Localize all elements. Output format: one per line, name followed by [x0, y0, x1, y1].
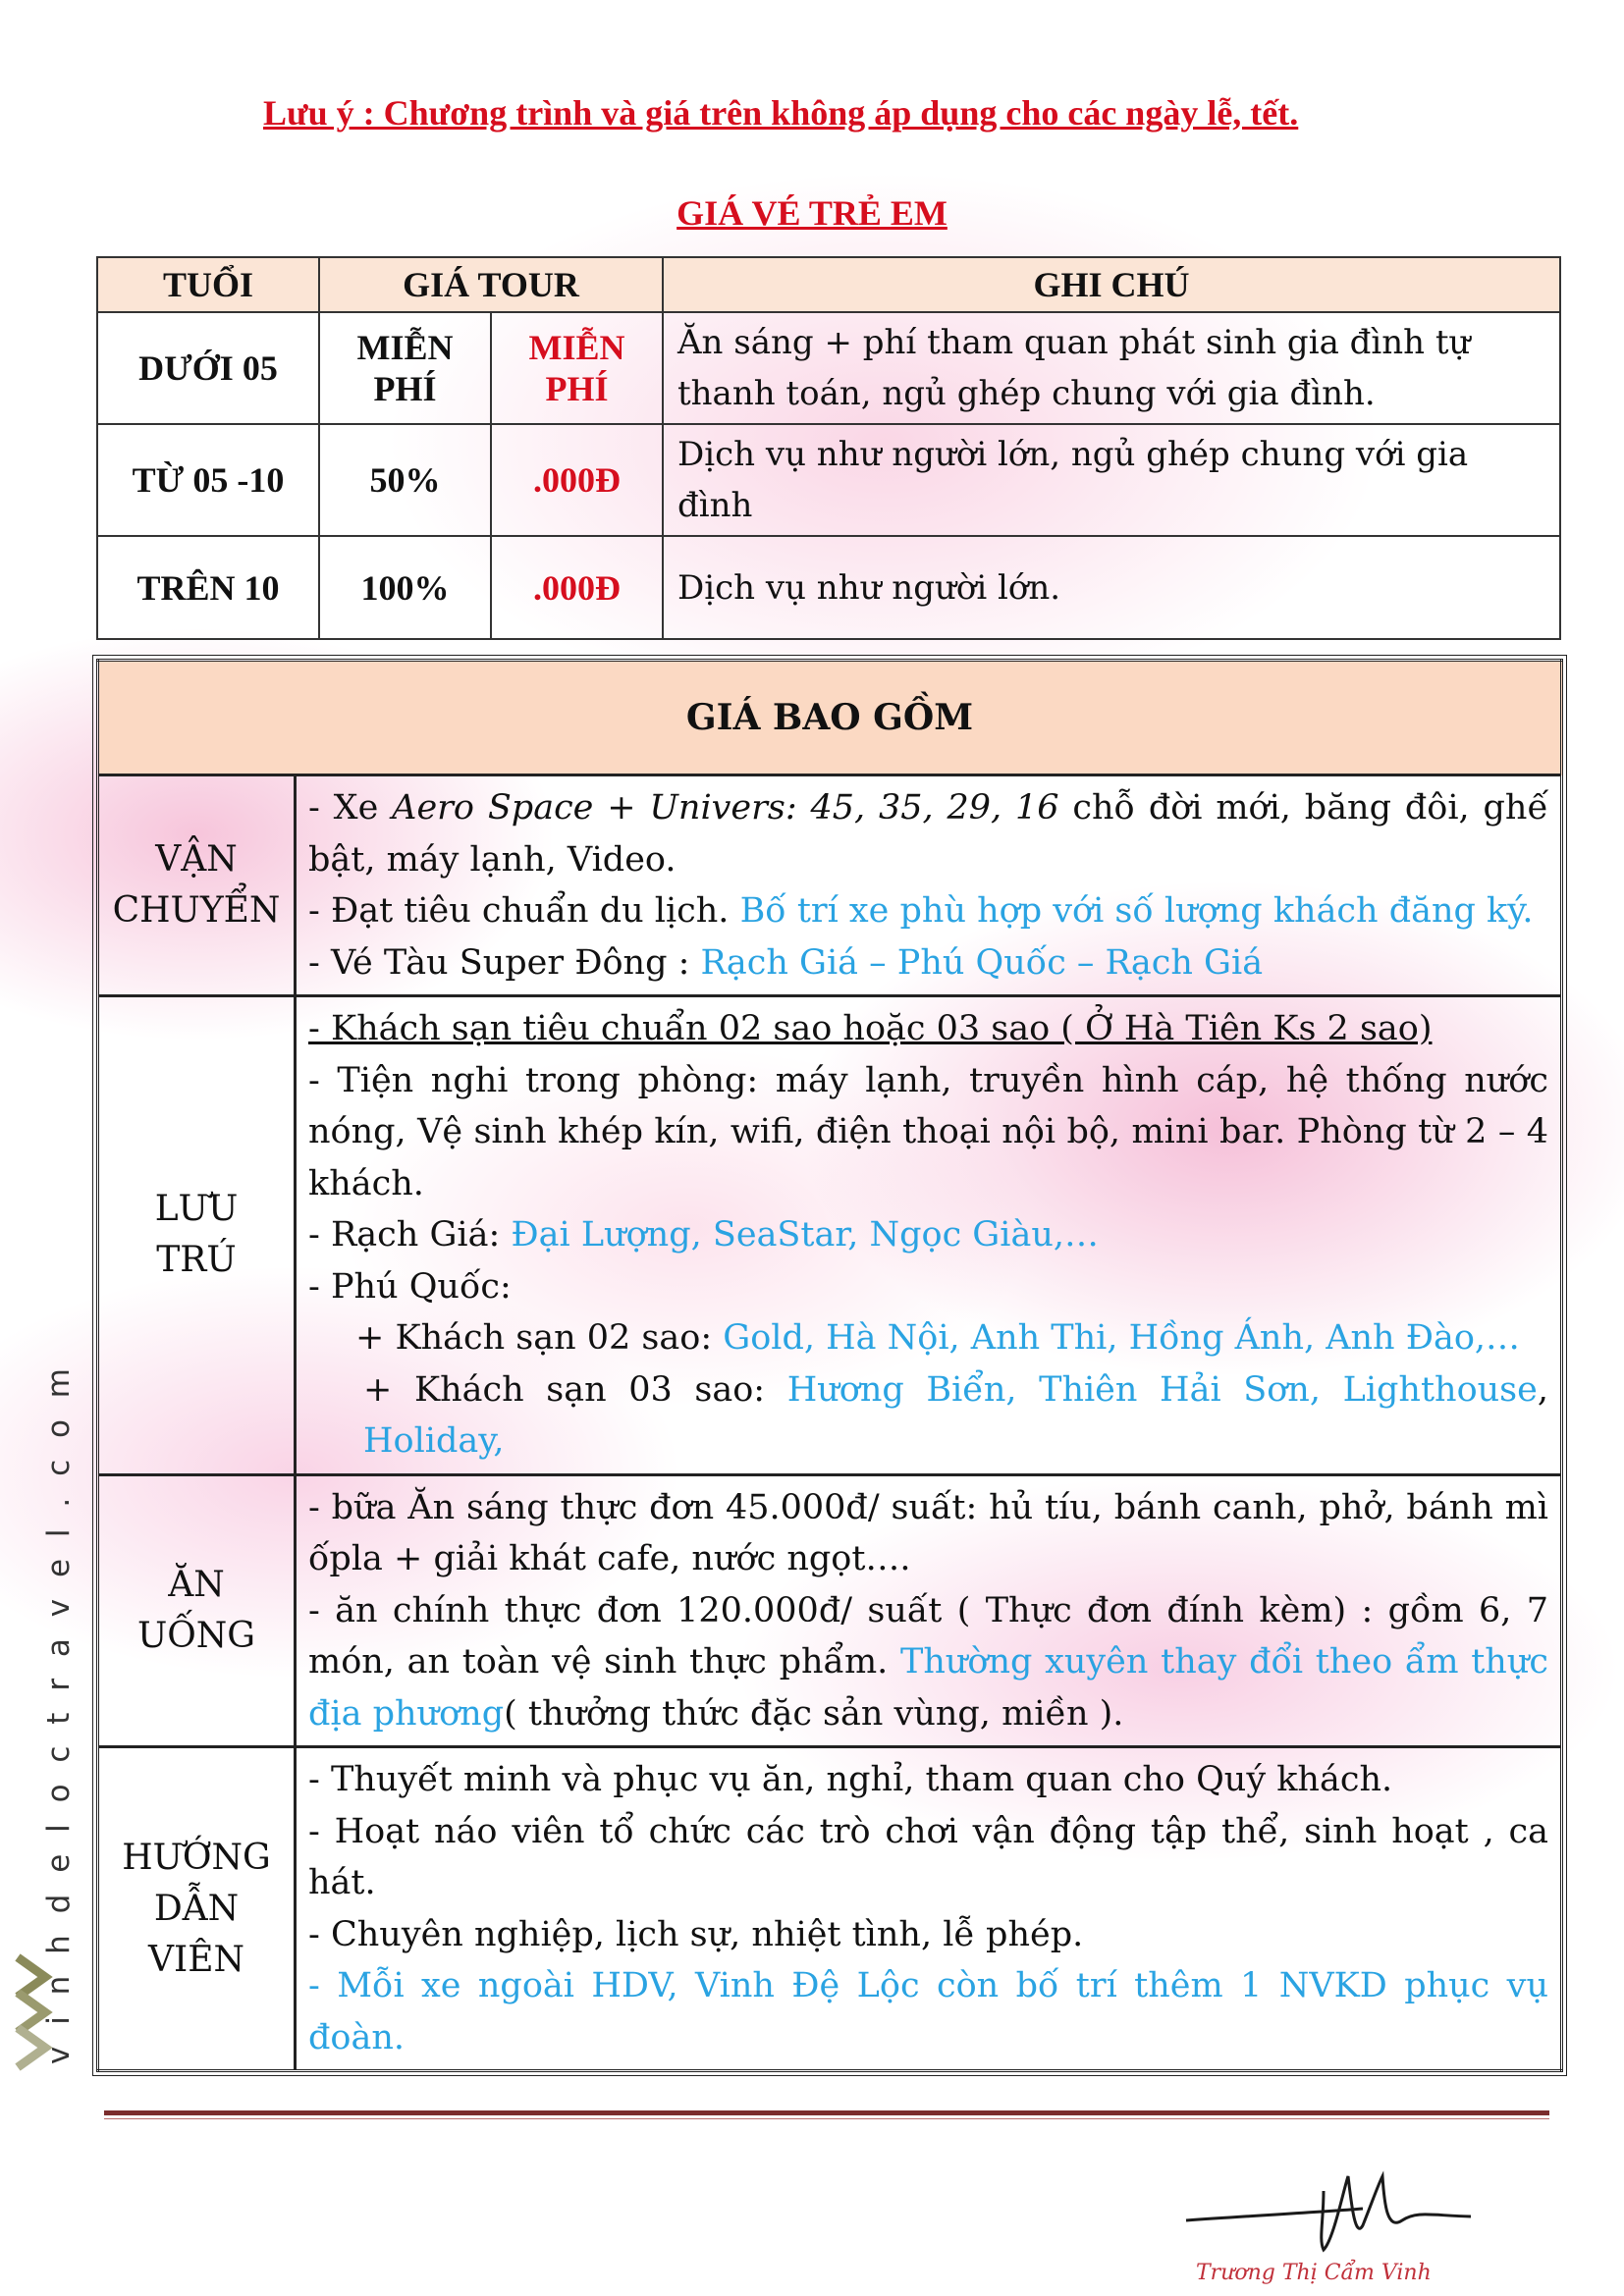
col-age-header: TUỔI — [97, 257, 319, 312]
percent-cell: 100% — [319, 536, 491, 639]
table-row — [97, 536, 1560, 639]
table-row — [97, 312, 1560, 424]
included-title: GIÁ BAO GỒM — [98, 661, 1562, 775]
price-cell: .000Đ — [491, 424, 663, 536]
guide-details: - Thuyết minh và phục vụ ăn, nghỉ, tham quan cho Quý khách. - Hoạt náo viên tổ chức các trò chơi vận động tập thể, sinh hoạt , ca hát. - Chuyên nghiệp, lịch sự, nhiệt tình, lễ phép. - Mỗi xe ngoài HDV, Vinh Đệ Lộc còn bố trí thêm 1 NVKD phục vụ đoàn. — [296, 1747, 1562, 2071]
chevron-logo-icon — [12, 1953, 71, 2071]
table-row — [97, 424, 1560, 536]
transport-row — [98, 775, 1562, 996]
meals-details: - bữa Ăn sáng thực đơn 45.000đ/ suất: hủ tíu, bánh canh, phở, bánh mì ốpla + giải khát cafe, nước ngọt…. - ăn chính thực đơn 120.000đ/ suất ( Thực đơn đính kèm) : gồm 6, 7 món, an toàn vệ sinh thực phẩm. Thường xuyên thay đổi theo ẩm thực địa phương( thưởng thức đặc sản vùng, miền ). — [296, 1474, 1562, 1747]
price-cell: .000Đ — [491, 536, 663, 639]
transport-details: - Xe Aero Space + Univers: 45, 35, 29, 16 chỗ đời mới, băng đôi, ghế bật, máy lạnh, Video. - Đạt tiêu chuẩn du lịch. Bố trí xe phù hợp với số lượng khách đăng ký. - Vé Tàu Super Đông : Rạch Giá – Phú Quốc – Rạch Giá — [296, 775, 1562, 996]
child-price-table — [96, 256, 1561, 640]
table-header-row — [97, 257, 1560, 312]
meals-label: ĂN UỐNG — [98, 1474, 296, 1747]
footer-divider — [104, 2110, 1549, 2115]
lodging-row — [98, 996, 1562, 1475]
note-cell: Dịch vụ như người lớn, ngủ ghép chung với gia đình — [663, 424, 1560, 536]
signature — [1176, 2132, 1555, 2289]
percent-cell: 50% — [319, 424, 491, 536]
included-table — [96, 659, 1563, 2072]
price-cell: MIỄN PHÍ — [491, 312, 663, 424]
age-cell: TRÊN 10 — [97, 536, 319, 639]
child-price-title: GIÁ VÉ TRẺ EM — [677, 193, 947, 233]
website-text: v i n h d e l o c t r a v e l . c o m — [41, 1362, 77, 2064]
footer-divider-thin — [104, 2118, 1549, 2119]
transport-label: VẬN CHUYỂN — [98, 775, 296, 996]
age-cell: DƯỚI 05 — [97, 312, 319, 424]
age-cell: TỪ 05 -10 — [97, 424, 319, 536]
lodging-label: LƯU TRÚ — [98, 996, 296, 1475]
guide-label: HƯỚNG DẪN VIÊN — [98, 1747, 296, 2071]
percent-cell: MIỄN PHÍ — [319, 312, 491, 424]
note-cell: Ăn sáng + phí tham quan phát sinh gia đình tự thanh toán, ngủ ghép chung với gia đình. — [663, 312, 1560, 424]
lodging-details: - Khách sạn tiêu chuẩn 02 sao hoặc 03 sao ( Ở Hà Tiên Ks 2 sao) - Tiện nghi trong phòng: máy lạnh, truyền hình cáp, hệ thống nước nóng, Vệ sinh khép kín, wifi, điện thoại nội bộ, mini bar. Phòng từ 2 – 4 khách. - Rạch Giá: Đại Lượng, SeaStar, Ngọc Giàu,… - Phú Quốc: + Khách sạn 02 sao: Gold, Hà Nội, Anh Thi, Hồng Ánh, Anh Đào,… + Khách sạn 03 sao: Hương Biển, Thiên Hải Sơn, Lighthouse, Holiday, — [296, 996, 1562, 1475]
col-price-header: GIÁ TOUR — [319, 257, 663, 312]
signature-name: Trương Thị Cẩm Vinh — [1196, 2261, 1432, 2285]
notice-text: Lưu ý : Chương trình và giá trên không áp dụng cho các ngày lễ, tết. — [263, 93, 1299, 133]
meals-row — [98, 1474, 1562, 1747]
guide-row — [98, 1747, 1562, 2071]
col-note-header: GHI CHÚ — [663, 257, 1560, 312]
note-cell: Dịch vụ như người lớn. — [663, 536, 1560, 639]
